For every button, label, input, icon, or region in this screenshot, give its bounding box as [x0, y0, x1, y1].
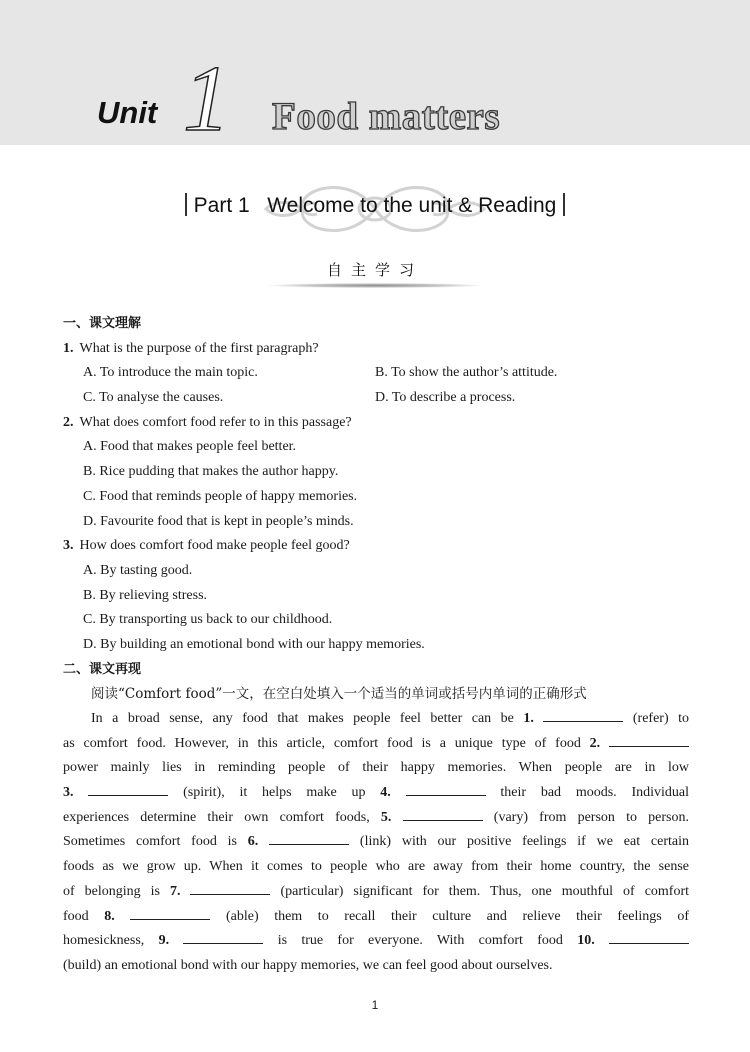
passage-line: of belonging is 7. (particular) significant for them. Thus, one mouthful of comfort — [63, 880, 689, 905]
option: A. To introduce the main topic. — [83, 365, 258, 381]
instruction: 阅读“Comfort food”一文，在空白处填入一个适当的单词或括号内单词的正确形式 — [91, 686, 587, 703]
question-stem: 2. What does comfort food refer to in this passage? — [63, 414, 352, 430]
option: D. Favourite food that is kept in people’s minds. — [83, 513, 354, 529]
blank-1[interactable] — [543, 707, 623, 722]
options-row — [63, 361, 689, 386]
passage-line: Sometimes comfort food is 6. (link) with our positive feelings if we eat certain — [63, 830, 689, 855]
question-stem: 3. How does comfort food make people feel good? — [63, 538, 350, 554]
unit-label: Unit — [97, 95, 158, 130]
unit-number: 1 — [183, 47, 230, 151]
blank-5[interactable] — [403, 806, 483, 821]
option: A. Food that makes people feel better. — [83, 439, 297, 455]
option: D. To describe a process. — [375, 390, 516, 406]
question-stem: 1. What is the purpose of the first paragraph? — [63, 340, 319, 356]
part-one-heading: 一、课文理解 — [63, 316, 142, 331]
passage-line: as comfort food. However, in this article, comfort food is a unique type of food 2. — [63, 732, 689, 757]
blank-6[interactable] — [269, 830, 349, 845]
passage-line: 3. (spirit), it helps make up 4. their bad moods. Individual — [63, 781, 689, 806]
part-title: Part 1 Welcome to the unit & Reading — [150, 193, 600, 218]
option: C. To analyse the causes. — [83, 390, 224, 406]
blank-9[interactable] — [183, 929, 263, 944]
option: B. By relieving stress. — [83, 587, 208, 603]
passage-line: In a broad sense, any food that makes people feel better can be 1. (refer) to — [63, 707, 689, 732]
blank-8[interactable] — [130, 905, 210, 920]
option: C. Food that reminds people of happy memories. — [83, 488, 358, 504]
passage-line: homesickness, 9. is true for everyone. With comfort food 10. — [63, 929, 689, 954]
option: D. By building an emotional bond with our happy memories. — [83, 636, 425, 652]
unit-title: Food matters — [272, 95, 501, 138]
blank-3[interactable] — [88, 781, 168, 796]
blank-7[interactable] — [190, 880, 270, 895]
exercise-content — [63, 312, 689, 979]
options-row — [63, 386, 689, 411]
passage-line: power mainly lies in reminding people of their happy memories. When people are in low — [63, 760, 689, 776]
blank-2[interactable] — [609, 732, 689, 747]
option: C. By transporting us back to our childhood. — [83, 612, 333, 628]
option: A. By tasting good. — [83, 562, 193, 578]
part-two-heading: 二、课文再现 — [63, 661, 142, 677]
blank-4[interactable] — [406, 781, 486, 796]
passage-line: (build) an emotional bond with our happy memories, we can feel good about ourselves. — [63, 957, 553, 973]
section-underline — [268, 283, 482, 288]
section-title: 自主学习 — [326, 261, 423, 279]
page-number: 1 — [371, 998, 379, 1012]
blank-10[interactable] — [609, 929, 689, 944]
passage-line: food 8. (able) them to recall their culture and relieve their feelings of — [63, 905, 689, 930]
passage-line: foods as we grow up. When it comes to people who are away from their home country, the sense — [63, 859, 689, 875]
passage-line: experiences determine their own comfort foods, 5. (vary) from person to person. — [63, 806, 689, 831]
option: B. Rice pudding that makes the author happy. — [83, 464, 339, 480]
option: B. To show the author’s attitude. — [375, 365, 558, 381]
